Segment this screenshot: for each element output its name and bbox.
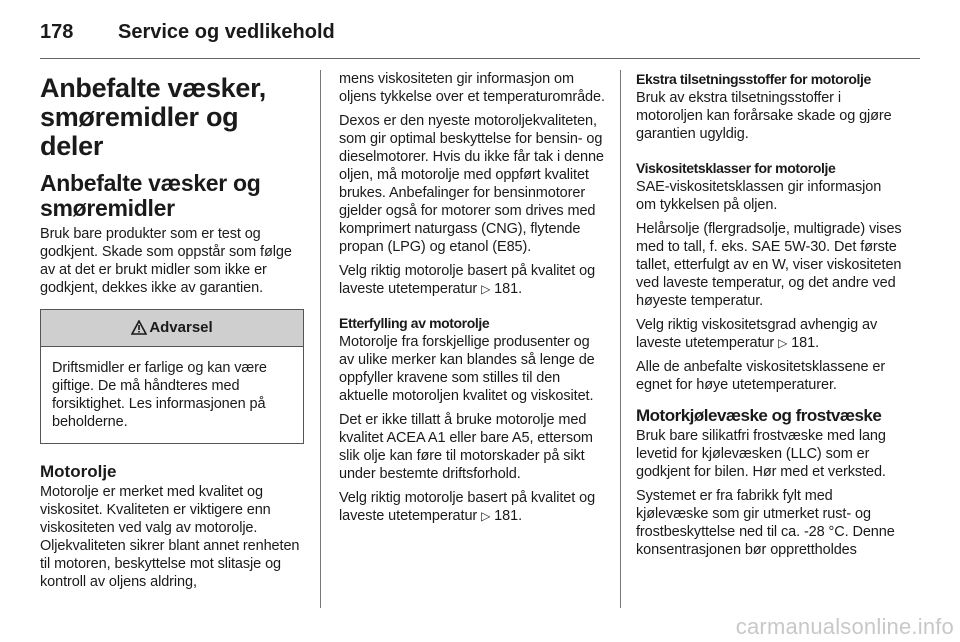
coolant-paragraph: Bruk bare silikatfri frostvæske med lang levetid for kjølevæsken (LLC) som er godkjent for bilen. Hør med et verksted. <box>636 428 886 480</box>
kjole-heading: Motorkjølevæske og frostvæske <box>636 406 882 425</box>
section-title: Service og vedlikehold <box>118 21 335 43</box>
column-1 <box>40 70 304 597</box>
warning-triangle-icon <box>131 320 147 335</box>
reference-arrow-icon: ▷ <box>481 509 491 523</box>
reference-arrow-icon: ▷ <box>481 282 491 296</box>
choose-oil-text-2: Velg riktig motorolje basert på kvalitet og laveste utetemperatur <box>339 490 596 524</box>
viscosity-paragraph: mens viskositeten gir informasjon om oljens tykkelse over et temperaturområde. <box>339 71 605 105</box>
page-number: 178 <box>40 21 74 43</box>
warning-box <box>40 309 304 444</box>
motorolje-paragraph: Motorolje er merket med kvalitet og viskositet. Kvaliteten er viktigere enn viskositeten ved valg av motorolje. Oljekvaliteten sikrer blant annet renheten til motoren, beskyttelse mot slitasje og kontroll av oljens aldring, <box>40 484 300 590</box>
acea-paragraph: Det er ikke tillatt å bruke motorolje med kvalitet ACEA A1 eller bare A5, ettersom slik olje kan føre til motorskader på sikt under bestemte driftsforhold. <box>339 412 593 482</box>
choose-oil-paragraph-2 <box>339 489 607 525</box>
factory-fill-paragraph: Systemet er fra fabrikk fylt med kjølevæske som gir utmerket rust- og frostbeskyttelse ned til ca. -28 °C. Denne konsentrasjonen bør opprettholdes <box>636 488 895 558</box>
column-3 <box>636 70 904 565</box>
choose-viscosity-paragraph <box>636 316 904 352</box>
column-divider-1 <box>320 70 321 608</box>
reference-arrow-icon: ▷ <box>778 336 788 350</box>
warning-title: Advarsel <box>149 319 213 336</box>
intro-paragraph: Bruk bare produkter som er test og godkjent. Skade som oppstår som følge av at det er brukt midler som ikke er godkjent, dekkes ikke av garantien. <box>40 226 292 296</box>
dexos-paragraph: Dexos er den nyeste motoroljekvaliteten, som gir optimal beskyttelse for bensin- og dieselmotorer. Hvis du ikke får tak i denne oljen, må motorolje med oppført kvalitet brukes. Anbefalinger for bensinmotorer gjelder også for motorer som drives med komprimert naturgass (CNG), flytende propan (LPG) og etanol (E85). <box>339 113 604 255</box>
motorolje-heading: Motorolje <box>40 462 117 481</box>
sae-paragraph: SAE-viskositetsklassen gir informasjon om tykkelsen på oljen. <box>636 179 882 213</box>
column-2 <box>339 70 607 531</box>
page-reference-link[interactable]: 181. <box>494 508 522 524</box>
column-divider-2 <box>620 70 621 608</box>
page-header <box>40 16 920 48</box>
multigrade-paragraph: Helårsolje (flergradsolje, multigrade) vises med to tall, f. eks. SAE 5W-30. Det første tallet, etterfulgt av en W, viser viskositeten ved laveste temperatur, og det andre ved høyeste temperatur. <box>636 221 902 309</box>
warning-header <box>41 310 303 347</box>
page-title: Anbefalte væsker, smøremidler og deler <box>40 73 267 161</box>
all-classes-paragraph: Alle de anbefalte viskositetsklassene er egnet for høye utetemperaturer. <box>636 359 886 393</box>
subsection-title: Anbefalte væsker og smøremidler <box>40 170 261 221</box>
etterfylling-heading: Etterfylling av motorolje <box>339 315 490 331</box>
page-reference-link[interactable]: 181. <box>494 281 522 297</box>
ekstra-heading: Ekstra tilsetningsstoffer for motorolje <box>636 71 871 87</box>
choose-oil-text: Velg riktig motorolje basert på kvalitet og laveste utetemperatur <box>339 263 596 297</box>
mixing-paragraph: Motorolje fra forskjellige produsenter og av ulike merker kan blandes så lenge de oppfyller kravene som stilles til den aktuelle motoroljen kvalitet og viskositet. <box>339 334 595 404</box>
choose-viscosity-text: Velg riktig viskositetsgrad avhengig av laveste utetemperatur <box>636 317 878 351</box>
watermark: carmanualsonline.info <box>735 614 954 639</box>
warning-text: Driftsmidler er farlige og kan være giftige. De må håndteres med forsiktighet. Les informasjonen på beholderne. <box>52 360 267 430</box>
choose-oil-paragraph <box>339 262 607 298</box>
warning-body <box>41 347 303 443</box>
page-reference-link[interactable]: 181. <box>791 335 819 351</box>
visk-heading: Viskositetsklasser for motorolje <box>636 160 836 176</box>
header-divider <box>40 58 920 59</box>
additives-paragraph: Bruk av ekstra tilsetningsstoffer i motoroljen kan forårsake skade og gjøre garantien ugyldig. <box>636 90 892 142</box>
